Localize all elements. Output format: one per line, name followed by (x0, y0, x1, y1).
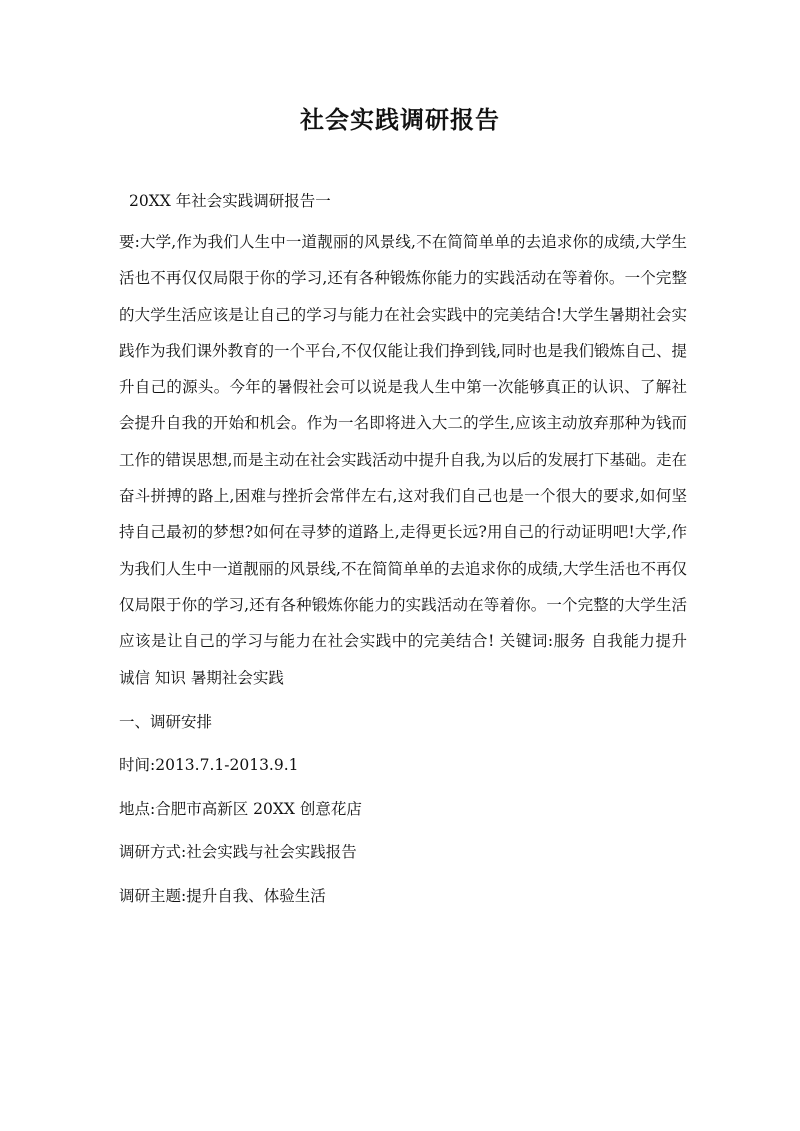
document-body (119, 187, 687, 910)
time-line: 时间:2013.7.1-2013.9.1 (119, 756, 299, 775)
document-title: 社会实践调研报告 (300, 105, 500, 134)
place-line: 地点:合肥市高新区 20XX 创意花店 (119, 799, 362, 818)
method-line: 调研方式:社会实践与社会实践报告 (119, 843, 357, 862)
section-heading: 一、调研安排 (119, 712, 213, 731)
body-paragraph: 要:大学,作为我们人生中一道靓丽的风景线,不在简简单单的去追求你的成绩,大学生活也不再仅仅局限于你的学习,还有各种锻炼你能力的实践活动在等着你。一个完整的大学生活应该是让自己的学习与能力在社会实践中的完美结合!大学生暑期社会实践作为我们课外教育的一个平台,不仅仅能让我们挣到钱,同时也是我们锻炼自己、提升自己的源头。今年的暑假社会可以说是我人生中第一次能够真正的认识、了解社会提升自我的开始和机会。作为一名即将进入大二的学生,应该主动放弃那种为钱而工作的错误思想,而是主动在社会实践活动中提升自我,为以后的发展打下基础。走在奋斗拼搏的路上,困难与挫折会常伴左右,这对我们自己也是一个很大的要求,如何坚持自己最初的梦想?如何在寻梦的道路上,走得更长远?用自己的行动证明吧!大学,作为我们人生中一道靓丽的风景线,不在简简单单的去追求你的成绩,大学生活也不再仅仅局限于你的学习,还有各种锻炼你能力的实践活动在等着你。一个完整的大学生活应该是让自己的学习与能力在社会实践中的完美结合! 关键词:服务 自我能力提升 诚信 知识 暑期社会实践 (119, 233, 687, 687)
theme-line: 调研主题:提升自我、体验生活 (119, 886, 326, 905)
report-subtitle: 20XX 年社会实践调研报告一 (129, 192, 331, 210)
